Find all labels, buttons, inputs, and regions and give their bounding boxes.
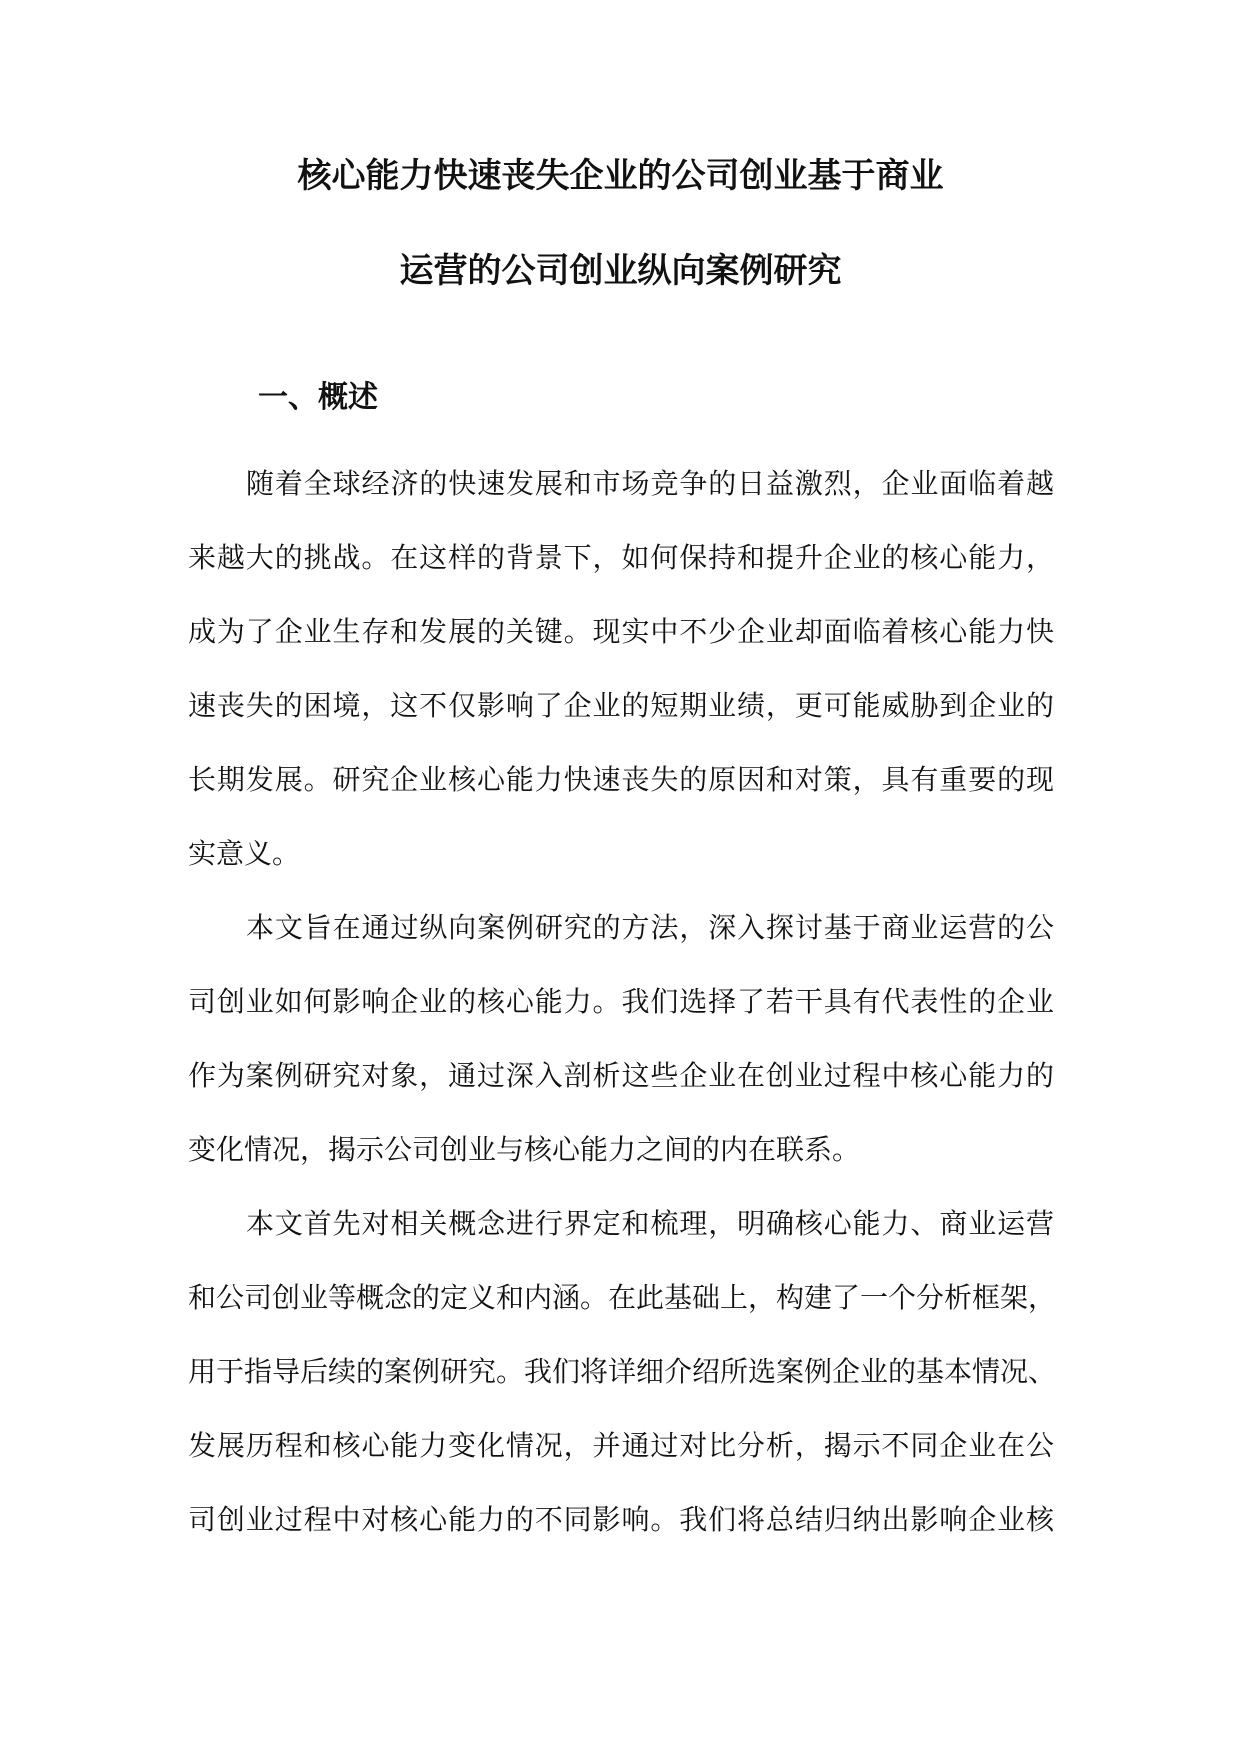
paragraph-3-line-4: 发展历程和核心能力变化情况，并通过对比分析，揭示不同企业在公 [188, 1429, 1054, 1462]
document-title-line-2: 运营的公司创业纵向案例研究 [399, 251, 842, 291]
paragraph-3-line-5: 司创业过程中对核心能力的不同影响。我们将总结归纳出影响企业核 [188, 1503, 1054, 1536]
section-heading: 一、概述 [258, 380, 378, 415]
paragraph-1-line-4: 速丧失的困境，这不仅影响了企业的短期业绩，更可能威胁到企业的 [188, 689, 1054, 722]
paragraph-2-line-4: 变化情况，揭示公司创业与核心能力之间的内在联系。 [188, 1133, 861, 1166]
paragraph-3-line-3: 用于指导后续的案例研究。我们将详细介绍所选案例企业的基本情况、 [188, 1355, 1057, 1388]
paragraph-3-line-1: 本文首先对相关概念进行界定和梳理，明确核心能力、商业运营 [246, 1207, 1054, 1240]
paragraph-1-line-3: 成为了企业生存和发展的关键。现实中不少企业却面临着核心能力快 [188, 615, 1054, 648]
paragraph-3-line-2: 和公司创业等概念的定义和内涵。在此基础上，构建了一个分析框架， [188, 1281, 1057, 1314]
paragraph-2-line-3: 作为案例研究对象，通过深入剖析这些企业在创业过程中核心能力的 [188, 1059, 1054, 1092]
paragraph-1-line-1: 随着全球经济的快速发展和市场竞争的日益激烈，企业面临着越 [246, 467, 1054, 500]
document-title-line-1: 核心能力快速丧失企业的公司创业基于商业 [297, 156, 944, 196]
paragraph-1-line-6: 实意义。 [188, 837, 301, 870]
paragraph-2-line-2: 司创业如何影响企业的核心能力。我们选择了若干具有代表性的企业 [188, 985, 1054, 1018]
paragraph-2-line-1: 本文旨在通过纵向案例研究的方法，深入探讨基于商业运营的公 [246, 911, 1054, 944]
paragraph-1-line-5: 长期发展。研究企业核心能力快速丧失的原因和对策，具有重要的现 [188, 763, 1054, 796]
paragraph-1-line-2: 来越大的挑战。在这样的背景下，如何保持和提升企业的核心能力， [188, 541, 1054, 574]
